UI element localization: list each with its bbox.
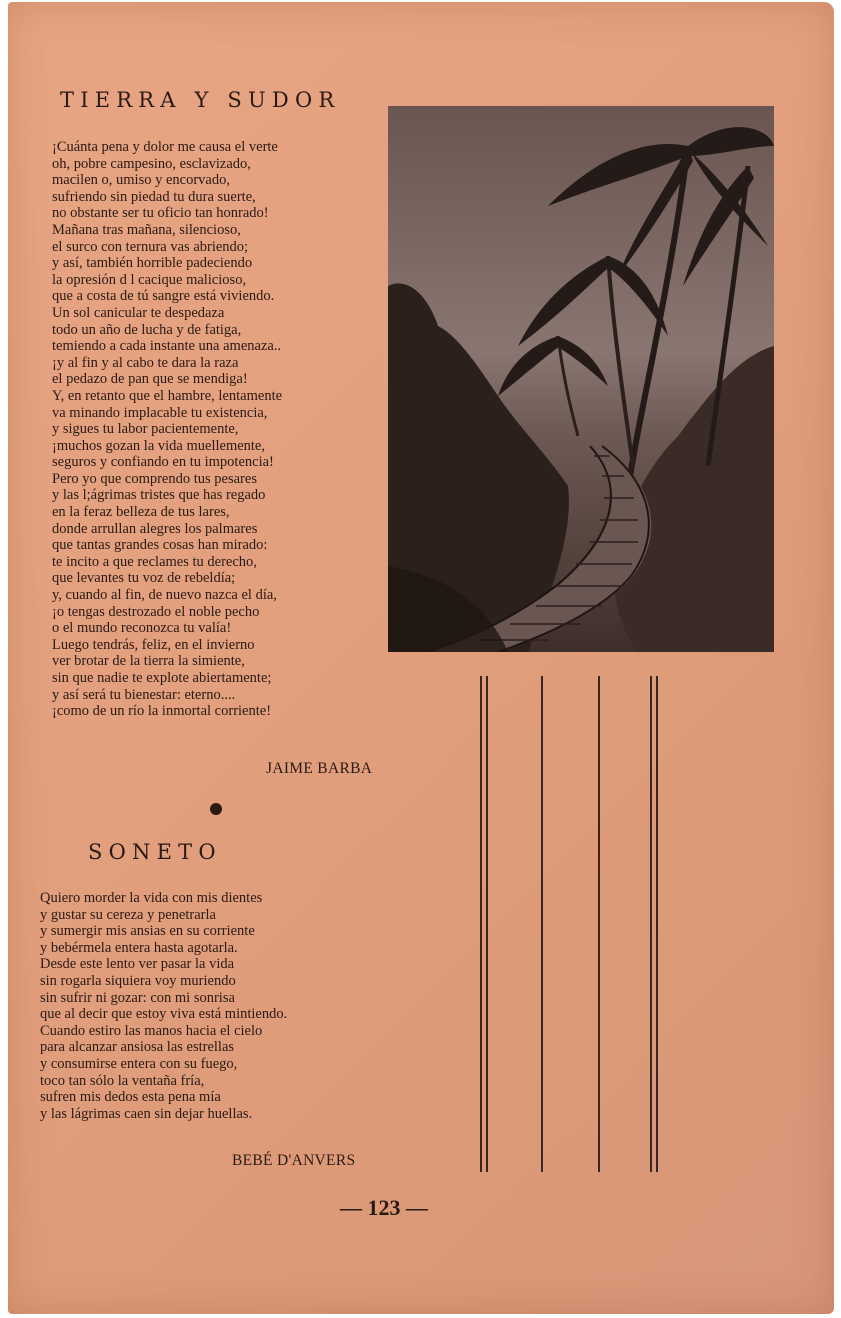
poem1-author: JAIME BARBA xyxy=(266,760,373,777)
poem-line: oh, pobre campesino, esclavizado, xyxy=(52,155,251,172)
poem-line: y, cuando al fin, de nuevo nazca el día, xyxy=(52,587,277,604)
poem-line: y así será tu bienestar: eterno.... xyxy=(52,686,236,703)
poem-line: no obstante ser tu oficio tan honrado! xyxy=(52,205,269,222)
page-number: — 123 — xyxy=(340,1195,428,1220)
poem-line: sin sufrir ni gozar: con mi sonrisa xyxy=(40,989,235,1006)
poem-line: y gustar su cereza y penetrarla xyxy=(40,906,216,923)
poem-line: y así, también horrible padeciendo xyxy=(52,255,253,272)
poem-line: todo un año de lucha y de fatiga, xyxy=(52,321,242,338)
poem-line: Desde este lento ver pasar la vida xyxy=(40,956,235,973)
poem-line: Cuando estiro las manos hacia el cielo xyxy=(40,1022,263,1039)
poem-line: seguros y confiando en tu impotencia! xyxy=(52,454,274,471)
poem-line: el pedazo de pan que se mendiga! xyxy=(52,371,248,388)
poem-line: que tantas grandes cosas han mirado: xyxy=(52,537,268,554)
poem-line: ¡Cuánta pena y dolor me causa el verte xyxy=(52,139,278,155)
poem-line: ¡y al fin y al cabo te dara la raza xyxy=(52,354,239,371)
poem-line: Pero yo que comprendo tus pesares xyxy=(52,470,257,487)
poem-line: ¡o tengas destrozado el noble pecho xyxy=(52,603,260,620)
poem-line: Quiero morder la vida con mis dientes xyxy=(40,890,263,906)
poem-line: ¡como de un río la inmortal corriente! xyxy=(52,703,272,720)
poem-line: sufren mis dedos esta pena mía xyxy=(40,1089,221,1106)
poem-line: y consumirse entera con su fuego, xyxy=(40,1055,238,1072)
poem-line: y las l;ágrimas tristes que has regado xyxy=(52,487,266,504)
poem1-title: TIERRA Y SUDOR xyxy=(60,88,341,112)
poem-line: sin rogarla siquiera voy muriendo xyxy=(40,972,236,989)
poem2-author: BEBÉ D'ANVERS xyxy=(232,1152,356,1169)
poem-line: macilen o, umiso y encorvado, xyxy=(52,172,230,189)
decorative-rule xyxy=(541,676,543,1172)
poem-line: para alcanzar ansiosa las estrellas xyxy=(40,1039,235,1056)
poem-line: temiendo a cada instante una amenaza.. xyxy=(52,338,282,355)
decorative-rule xyxy=(656,676,658,1172)
decorative-rule xyxy=(650,676,652,1172)
poem-line: sin que nadie te explote abiertamente; xyxy=(52,670,272,686)
poem-line: toco tan sólo la ventaña fría, xyxy=(40,1072,205,1089)
poem-line: ¡muchos gozan la vida muellemente, xyxy=(52,437,265,454)
poem-line: que a costa de tú sangre está viviendo. xyxy=(52,288,275,305)
poem-line: ver brotar de la tierra la simiente, xyxy=(52,653,245,670)
section-bullet xyxy=(210,803,222,815)
poem-line: y las lágrimas caen sin dejar huellas. xyxy=(40,1105,253,1122)
poem-line: y sigues tu labor pacientemente, xyxy=(52,421,239,438)
poem-line: y sumergir mis ansias en su corriente xyxy=(40,923,255,940)
poem2-title: SONETO xyxy=(88,840,222,864)
poem-line: en la feraz belleza de tus lares, xyxy=(52,504,230,521)
poem2-body xyxy=(40,890,287,1122)
poem-line: que levantes tu voz de rebeldía; xyxy=(52,570,236,587)
poem-line: donde arrullan alegres los palmares xyxy=(52,520,258,537)
poem-line: Luego tendrás, feliz, en el invierno xyxy=(52,636,255,653)
poem-line: Y, en retanto que el hambre, lentamente xyxy=(52,387,283,404)
poem-line: el surco con ternura vas abriendo; xyxy=(52,238,249,255)
poem-line: o el mundo reconozca tu valía! xyxy=(52,620,232,637)
decorative-rule xyxy=(598,676,600,1172)
poem-line: y bebérmela entera hasta agotarla. xyxy=(40,939,238,956)
decorative-rule xyxy=(480,676,482,1172)
poem-line: que al decir que estoy viva está mintiendo. xyxy=(40,1006,288,1023)
poem-line: Mañana tras mañana, silencioso, xyxy=(52,221,241,238)
poem-line: la opresión d l cacique malicioso, xyxy=(52,271,247,288)
palm-railway-photo xyxy=(388,106,774,652)
poem-line: va minando implacable tu existencia, xyxy=(52,404,268,421)
poem-line: Un sol canicular te despedaza xyxy=(52,304,225,321)
poem-line: te incito a que reclames tu derecho, xyxy=(52,553,257,570)
poem1-body xyxy=(52,139,282,720)
poem-line: sufriendo sin piedad tu dura suerte, xyxy=(52,188,256,205)
decorative-rule xyxy=(486,676,488,1172)
